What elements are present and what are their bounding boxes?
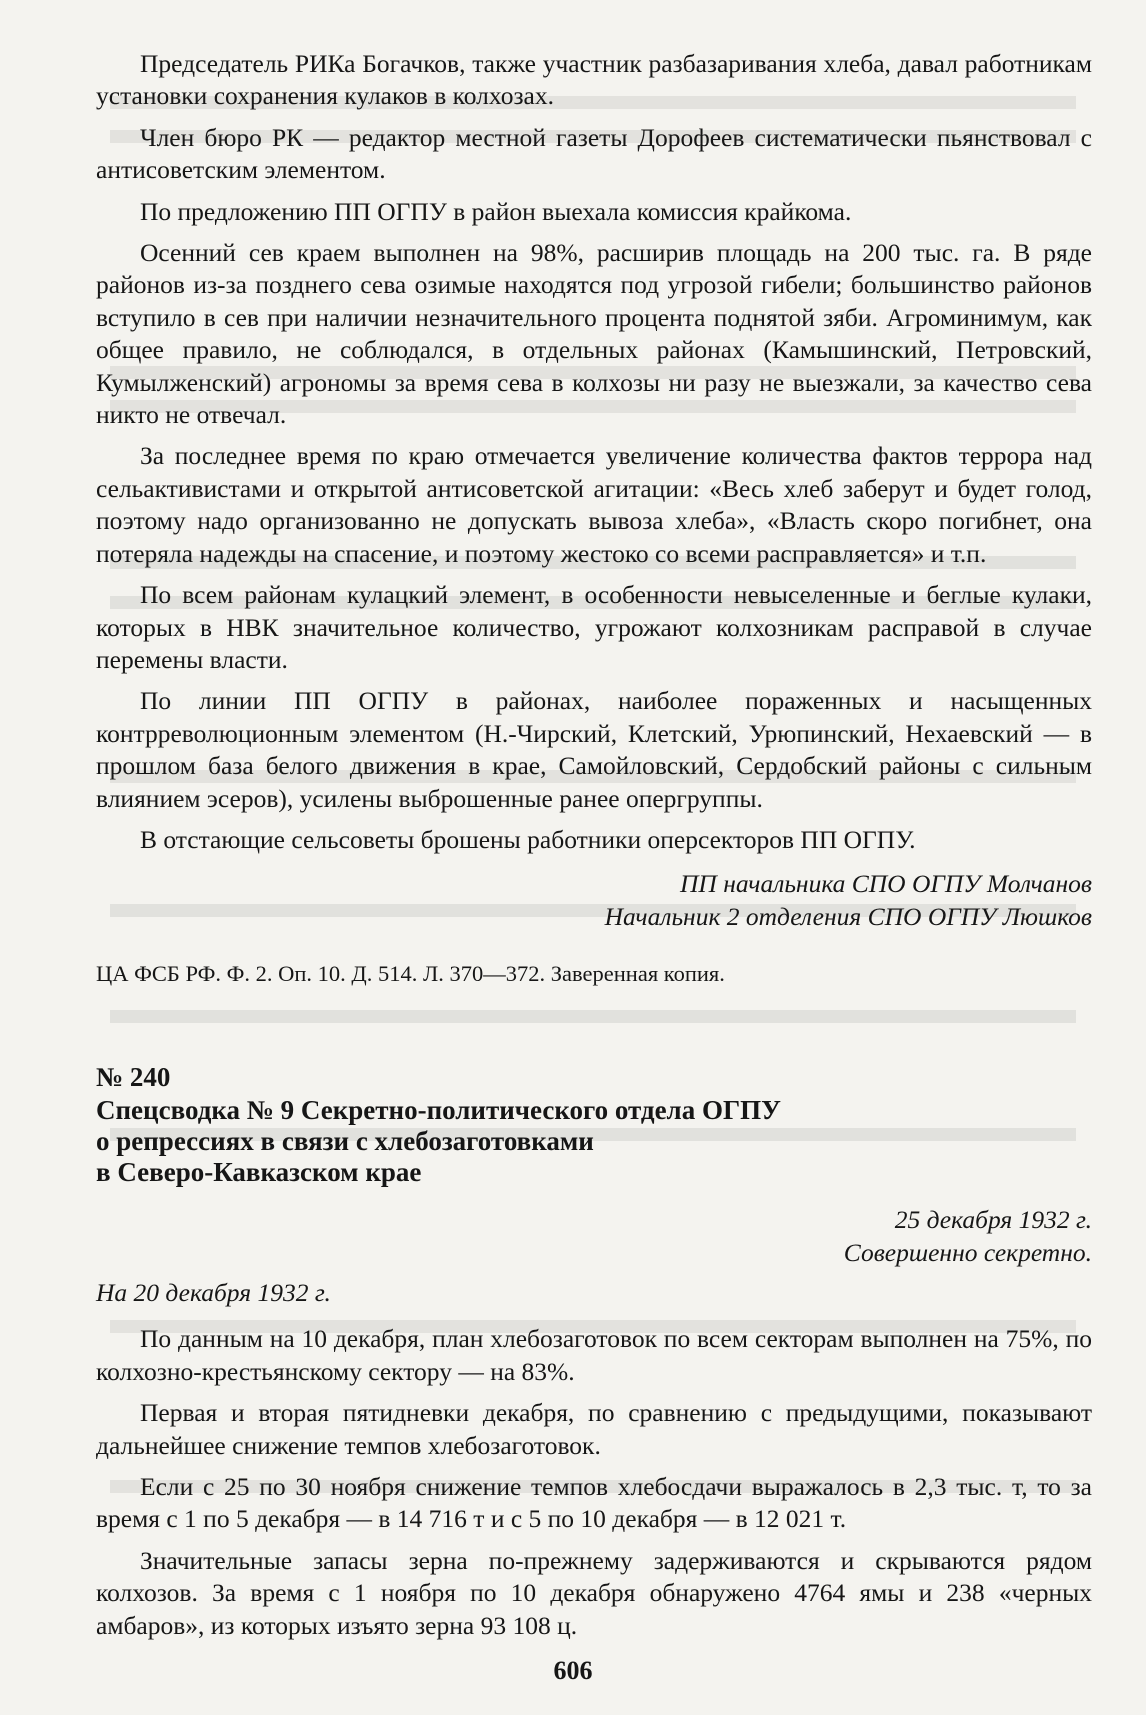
paragraph: Председатель РИКа Богачков, также участник разбазаривания хлеба, давал работникам установки сохранения кулаков в колхозах. bbox=[96, 49, 1092, 111]
classification-mark: Совершенно секретно. bbox=[843, 1237, 1092, 1267]
document-date: 25 декабря 1932 г. bbox=[894, 1205, 1092, 1235]
archive-source-citation: ЦА ФСБ РФ. Ф. 2. Оп. 10. Д. 514. Л. 370—372. Заверенная копия. bbox=[96, 961, 725, 987]
document-title-line: о репрессиях в связи с хлебозаготовками bbox=[96, 1126, 594, 1157]
document-title-line: Спецсводка № 9 Секретно-политического отдела ОГПУ bbox=[96, 1095, 781, 1126]
paragraph: По данным на 10 декабря, план хлебозаготовок по всем секторам выполнен на 75%, по колхозно-крестьянскому сектору — на 83%. bbox=[96, 1324, 1092, 1386]
document-title bbox=[96, 1095, 1092, 1188]
document-title-line: в Северо-Кавказском крае bbox=[96, 1157, 422, 1188]
paragraph: По линии ПП ОГПУ в районах, наиболее пораженных и насыщенных контрреволюционным элементом (Н.-Чирский, Клетский, Урюпинский, Нехаевский — в прошлом база белого движения в крае, Самойловский, Сердобский районы с сильным влиянием эсеров), усилены выброшенные ранее опергруппы. bbox=[96, 686, 1092, 813]
document-meta bbox=[96, 1204, 1092, 1269]
paragraph: Член бюро РК — редактор местной газеты Дорофеев систематически пьянствовал с антисоветским элементом. bbox=[96, 122, 1092, 185]
top-text-block bbox=[96, 48, 1092, 856]
page-number: 606 bbox=[553, 1656, 593, 1685]
page-content bbox=[96, 48, 1092, 1651]
paragraph: По предложению ПП ОГПУ в район выехала комиссия крайкома. bbox=[140, 196, 852, 226]
document-number: № 240 bbox=[96, 1062, 171, 1093]
signature-block bbox=[96, 868, 1092, 933]
signature-line: ПП начальника СПО ОГПУ Молчанов bbox=[680, 869, 1092, 899]
paragraph: По всем районам кулацкий элемент, в особенности невыселенные и беглые кулаки, которых в НВК значительное количество, угрожают колхозникам расправой в случае перемены власти. bbox=[96, 580, 1092, 674]
paragraph: Первая и вторая пятидневки декабря, по сравнению с предыдущими, показывают дальнейшее снижение темпов хлебозаготовок. bbox=[96, 1398, 1092, 1460]
as-of-date: На 20 декабря 1932 г. bbox=[96, 1277, 331, 1307]
paragraph: Если с 25 по 30 ноября снижение темпов хлебосдачи выражалось в 2,3 тыс. т, то за время с 1 по 5 декабря — в 14 716 т и с 5 по 10 декабря — в 12 021 т. bbox=[96, 1472, 1092, 1534]
signature-line: Начальник 2 отделения СПО ОГПУ Люшков bbox=[604, 901, 1092, 931]
paragraph: За последнее время по краю отмечается увеличение количества фактов террора над сельактивистами и открытой антисоветской агитации: «Весь хлеб заберут и будет голод, поэтому надо организованно не допускать вывоза хлеба», «Власть скоро погибнет, она потеряла надежды на спасение, и поэтому жестоко со всеми расправляется» и т.п. bbox=[96, 441, 1092, 568]
paragraph: Значительные запасы зерна по-прежнему задерживаются и скрываются рядом колхозов. За время с 1 ноября по 10 декабря обнаружено 4764 ямы и 238 «черных амбаров», из которых изъято зерна 93 108 ц. bbox=[96, 1545, 1092, 1640]
bottom-text-block bbox=[96, 1323, 1092, 1642]
paragraph: В отстающие сельсоветы брошены работники оперсекторов ПП ОГПУ. bbox=[140, 824, 916, 854]
paragraph: Осенний сев краем выполнен на 98%, расширив площадь на 200 тыс. га. В ряде районов из-за позднего сева озимые находятся под угрозой гибели; большинство районов вступило в сев при наличии незначительного процента поднятой зяби. Агроминимум, как общее правило, не соблюдался, в отдельных районах (Камышинский, Петровский, Кумылженский) агрономы за время сева в колхозы ни разу не выезжали, за качество сева никто не отвечал. bbox=[96, 238, 1092, 430]
